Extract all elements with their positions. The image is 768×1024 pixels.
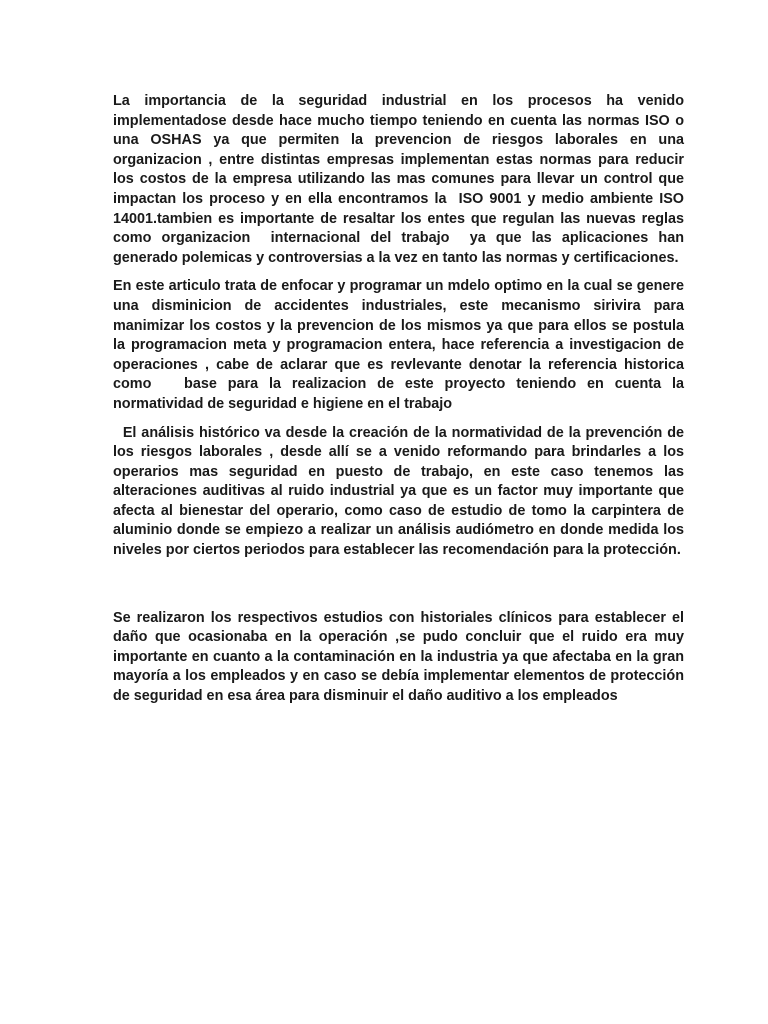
paragraph-3: El análisis histórico va desde la creación de la normatividad de la prevención de los riesgos laborales , desde allí se a venido reformando para brindarles a los operarios mas seguridad en puesto de trabajo, en este caso tenemos las alteraciones auditivas al ruido industrial ya que es un factor muy importante que afecta al bienestar del operario, como caso de estudio de tomo la carpintera de aluminio donde se empiezo a realizar un análisis audiómetro en donde medida los niveles por ciertos periodos para establecer las recomendación para la protección. xyxy=(113,424,688,559)
paragraph-2: En este articulo trata de enfocar y programar un mdelo optimo en la cual se genere una disminicion de accidentes industriales, este mecanismo sirivira para manimizar los costos y la prevencion de los mismos ya que para ellos se postula la programacion meta y programacion entera, hace referencia a investigacion de operaciones , cabe de aclarar que es revlevante denotar la referencia historica como base para la realizacion de este proyecto teniendo en cuenta la normatividad de seguridad e higiene en el trabajo xyxy=(113,278,688,412)
paragraph-4: Se realizaron los respectivos estudios con historiales clínicos para establecer el daño que ocasionaba en la operación ,se pudo concluir que el ruido era muy importante en cuanto a la contaminación en la industria ya que afectaba en la gran mayoría a los empleados y en caso se debía implementar elementos de protección de seguridad en esa área para disminuir el daño auditivo a los empleados xyxy=(113,609,688,705)
document-body xyxy=(113,92,688,707)
paragraph-1: La importancia de la seguridad industrial en los procesos ha venido implementadose desde hace mucho tiempo teniendo en cuenta las normas ISO o una OSHAS ya que permiten la prevencion de riesgos laborales en una organizacion , entre distintas empresas implementan estas normas para reducir los costos de la empresa utilizando las mas comunes para llevar un control que impactan los proceso y en ella encontramos la ISO 9001 y medio ambiente ISO 14001.tambien es importante de resaltar los entes que regulan las nuevas reglas como organizacion internacional del trabajo ya que las aplicaciones han generado polemicas y controversias a la vez en tanto las normas y certificaciones. xyxy=(113,93,688,266)
